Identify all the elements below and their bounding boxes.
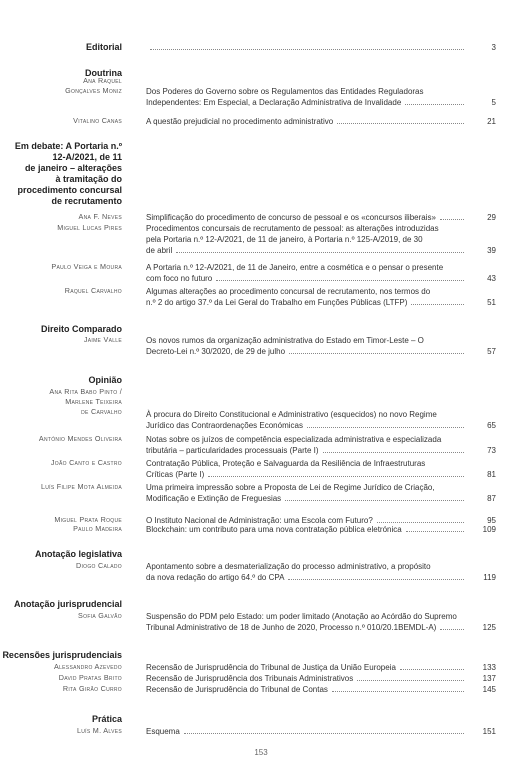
entry-page: 5 <box>491 98 496 107</box>
dot-leader <box>307 420 464 428</box>
section-title: Em debate: A Portaria n.º 12-A/2021, de 11 de janeiro – alterações à tramitação do procedimento concursal de recrutamento <box>14 141 122 206</box>
entry-title-line: Suspensão do PDM pelo Estado: um poder limitado (Anotação ao Acórdão do Supremo <box>146 612 457 621</box>
entry-title-line: À procura do Direito Constitucional e Administrativo (esquecidos) no novo Regime <box>146 410 437 419</box>
section-title: Opinião <box>88 375 122 385</box>
entry-page: 95 <box>487 516 496 525</box>
entry-title <box>146 86 466 108</box>
entry-author: Jaime Valle <box>83 335 122 344</box>
entry-title-line: com foco no futuro <box>146 274 213 283</box>
entry-title-line: Dos Poderes do Governo sobre os Regulamentos das Entidades Reguladoras <box>146 87 424 96</box>
dot-leader <box>332 684 464 692</box>
entry-author: David Pratas Brito <box>58 673 122 682</box>
entry-page: 145 <box>482 685 496 694</box>
entry-title <box>146 286 466 308</box>
entry-title <box>146 662 466 673</box>
dot-leader <box>323 445 464 453</box>
entry-author: Miguel Lucas Pires <box>57 223 122 232</box>
entry-title-line: Recensão de Jurisprudência do Tribunal de Contas <box>146 685 328 694</box>
entry-title <box>146 684 466 695</box>
entry-title <box>146 116 466 127</box>
dot-leader <box>357 673 464 681</box>
entry-page: 109 <box>482 525 496 534</box>
entry-page: 73 <box>487 446 496 455</box>
entry-title <box>146 726 466 737</box>
dot-leader <box>208 469 464 477</box>
entry-page: 87 <box>487 494 496 503</box>
entry-title-line: A questão prejudicial no procedimento administrativo <box>146 117 334 126</box>
entry-title <box>146 262 466 284</box>
dot-leader <box>406 524 464 532</box>
entry-author: Alessandro Azevedo <box>54 662 122 671</box>
entry-title-line: Recensão de Jurisprudência do Tribunal de Justiça da União Europeia <box>146 663 396 672</box>
entry-title-line: Notas sobre os juízos de competência especializada administrativa e especializada <box>146 435 442 444</box>
entry-author: Ana F. Neves <box>78 212 122 221</box>
entry-title-line: Contratação Pública, Proteção e Salvaguarda da Resiliência de Infraestruturas <box>146 459 426 468</box>
dot-leader <box>285 493 464 501</box>
entry-title-line: Modificação e Extinção de Freguesias <box>146 494 282 503</box>
entry-title-line: tributária – particularidades processuais (Parte I) <box>146 446 319 455</box>
entry-author: Rita Girão Curro <box>62 684 122 693</box>
entry-author: Ana Rita Babo Pinto / Marlene Teixeira de Carvalho <box>49 387 122 416</box>
section-title: Anotação legislativa <box>34 549 122 559</box>
entry-title <box>146 409 466 431</box>
section-title: Editorial <box>85 42 122 52</box>
entry-title-line: Tribunal Administrativo de 18 de Junho de 2020, Processo n.º 010/20.1BEMDL-A) <box>146 623 437 632</box>
dot-leader <box>288 572 464 580</box>
entry-page: 137 <box>482 674 496 683</box>
entry-title <box>146 212 466 223</box>
entry-page: 65 <box>487 421 496 430</box>
dot-leader <box>400 662 464 670</box>
entry-page: 133 <box>482 663 496 672</box>
entry-title-line: Jurídico das Contraordenações Económicas <box>146 421 303 430</box>
dot-leader <box>216 273 464 281</box>
entry-title-line: da nova redação do artigo 64.º do CPA <box>146 573 285 582</box>
entry-page: 51 <box>487 298 496 307</box>
entry-title-line: Blockchain: um contributo para uma nova contratação pública eletrónica <box>146 525 402 534</box>
entry-title <box>146 335 466 357</box>
dot-leader <box>289 346 464 354</box>
dot-leader <box>440 622 464 630</box>
entry-title-line: Algumas alterações ao procedimento concursal de recrutamento, nos termos do <box>146 287 431 296</box>
entry-title <box>146 434 466 456</box>
entry-author: Luís M. Alves <box>76 726 122 735</box>
entry-author: Paulo Veiga e Moura <box>51 262 122 271</box>
dot-leader <box>377 515 464 523</box>
entry-page: 57 <box>487 347 496 356</box>
entry-title-line: Independentes: Em Especial, a Declaração Administrativa de Invalidade <box>146 98 402 107</box>
entry-title-line: Os novos rumos da organização administrativa do Estado em Timor-Leste – O <box>146 336 424 345</box>
dot-leader <box>176 245 464 253</box>
entry-page: 119 <box>483 573 496 582</box>
entry-title-line: Uma primeira impressão sobre a Proposta de Lei de Regime Jurídico de Criação, <box>146 483 435 492</box>
section-title: Anotação jurisprudencial <box>13 599 122 609</box>
entry-author: Diogo Calado <box>76 561 122 570</box>
dot-leader <box>150 42 464 50</box>
entry-author: Paulo Madeira <box>73 524 122 533</box>
entry-page: 39 <box>487 246 496 255</box>
entry-title-line: n.º 2 do artigo 37.º da Lei Geral do Trabalho em Funções Públicas (LTFP) <box>146 298 408 307</box>
entry-author: João Canto e Castro <box>50 458 122 467</box>
entry-title-line: Esquema <box>146 727 180 736</box>
entry-page: 21 <box>487 117 496 126</box>
entry-author: António Mendes Oliveira <box>38 434 122 443</box>
section-title: Direito Comparado <box>40 324 122 334</box>
entry-title-line: A Portaria n.º 12-A/2021, de 11 de Janeiro, entre a cosmética e o pensar o presente <box>146 263 444 272</box>
entry-author: Sofia Galvão <box>78 611 122 620</box>
section-title: Doutrina <box>85 68 122 78</box>
entry-title <box>146 482 466 504</box>
entry-page: 43 <box>487 274 496 283</box>
entry-page: 3 <box>491 43 496 52</box>
entry-page: 151 <box>482 727 496 736</box>
entry-title-line: Procedimentos concursais de recrutamento de pessoal: as alterações introduzidas <box>146 224 439 233</box>
entry-author: Luís Filipe Mota Almeida <box>40 482 122 491</box>
dot-leader <box>405 97 464 105</box>
section-title: Recensões jurisprudenciais <box>2 650 122 660</box>
dot-leader <box>411 297 464 305</box>
dot-leader <box>184 726 464 734</box>
entry-title <box>146 524 466 535</box>
entry-title-line: Apontamento sobre a desmaterialização do processo administrativo, a propósito <box>146 562 431 571</box>
dot-leader <box>440 212 464 220</box>
entry-title-line: Decreto-Lei n.º 30/2020, de 29 de julho <box>146 347 286 356</box>
entry-title-line: pela Portaria n.º 12-A/2021, de 11 de janeiro, à Portaria n.º 125-A/2019, de 30 <box>146 235 423 244</box>
entry-title-line: Recensão de Jurisprudência dos Tribunais Administrativos <box>146 674 354 683</box>
section-title: Prática <box>91 714 122 724</box>
entry-author: Vitalino Canas <box>73 116 122 125</box>
entry-title-line: Simplificação do procedimento de concurso de pessoal e os «concursos iliberais» <box>146 213 436 222</box>
page-number: 153 <box>254 748 268 757</box>
entry-title <box>146 611 466 633</box>
entry-title-line: O Instituto Nacional de Administração: uma Escola com Futuro? <box>146 516 373 525</box>
entry-title <box>146 673 466 684</box>
entry-page: 81 <box>487 470 496 479</box>
entry-page: 29 <box>487 213 496 222</box>
entry-title-line: Críticas (Parte I) <box>146 470 205 479</box>
entry-title <box>146 561 466 583</box>
dot-leader <box>337 116 464 124</box>
entry-author: Ana Raquel Gonçalves Moniz <box>65 76 122 95</box>
entry-title <box>146 42 466 50</box>
entry-title <box>146 458 466 480</box>
entry-author: Miguel Prata Roque <box>54 515 122 524</box>
entry-title <box>146 223 466 256</box>
entry-title-line: de abril <box>146 246 173 255</box>
entry-page: 125 <box>482 623 496 632</box>
entry-author: Raquel Carvalho <box>64 286 122 295</box>
